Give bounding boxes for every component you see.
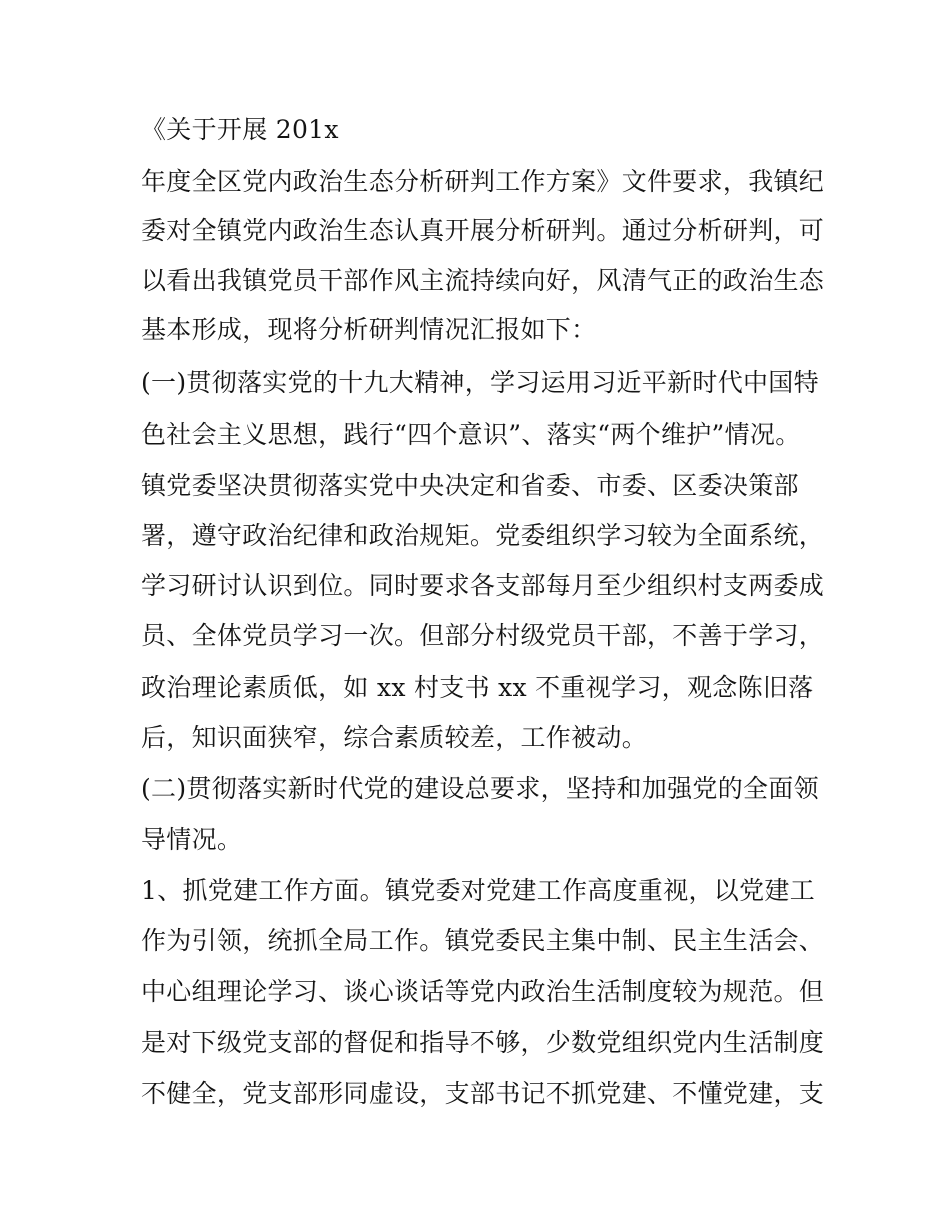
text-line: 政治理论素质低，如 xx 村支书 xx 不重视学习，观念陈旧落 [141, 673, 814, 702]
text-line: 中心组理论学习、谈心谈话等党内政治生活制度较为规范。但 [141, 977, 825, 1006]
text-line: 作为引领，统抓全局工作。镇党委民主集中制、民主生活会、 [141, 926, 825, 955]
text-line: 《关于开展 201x [141, 115, 339, 144]
section-heading: 导情况。 [141, 825, 243, 854]
section-heading: 色社会主义思想，践行“四个意识”、落实“两个维护”情况。 [141, 420, 801, 449]
text-line: 学习研讨认识到位。同时要求各支部每月至少组织村支两委成 [141, 571, 825, 600]
text-line: 镇党委坚决贯彻落实党中央决定和省委、市委、区委决策部 [141, 471, 799, 500]
text-line: 后，知识面狭窄，综合素质较差，工作被动。 [141, 723, 648, 752]
text-line: 员、全体党员学习一次。但部分村级党员干部，不善于学习， [141, 621, 825, 650]
text-line: 委对全镇党内政治生态认真开展分析研判。通过分析研判，可 [141, 216, 825, 245]
text-line: 不健全，党支部形同虚设，支部书记不抓党建、不懂党建，支 [141, 1079, 825, 1108]
text-line: 是对下级党支部的督促和指导不够，少数党组织党内生活制度 [141, 1028, 825, 1057]
text-line: 年度全区党内政治生态分析研判工作方案》文件要求，我镇纪 [141, 167, 825, 196]
text-line: 基本形成，现将分析研判情况汇报如下： [141, 315, 597, 344]
text-line: 1、抓党建工作方面。镇党委对党建工作高度重视，以党建工 [141, 876, 816, 905]
section-heading: (二)贯彻落实新时代党的建设总要求，坚持和加强党的全面领 [141, 774, 819, 803]
section-heading: (一)贯彻落实党的十九大精神，学习运用习近平新时代中国特 [141, 368, 819, 397]
text-line: 以看出我镇党员干部作风主流持续向好，风清气正的政治生态 [141, 266, 825, 295]
text-line: 署，遵守政治纪律和政治规矩。党委组织学习较为全面系统， [141, 521, 825, 550]
